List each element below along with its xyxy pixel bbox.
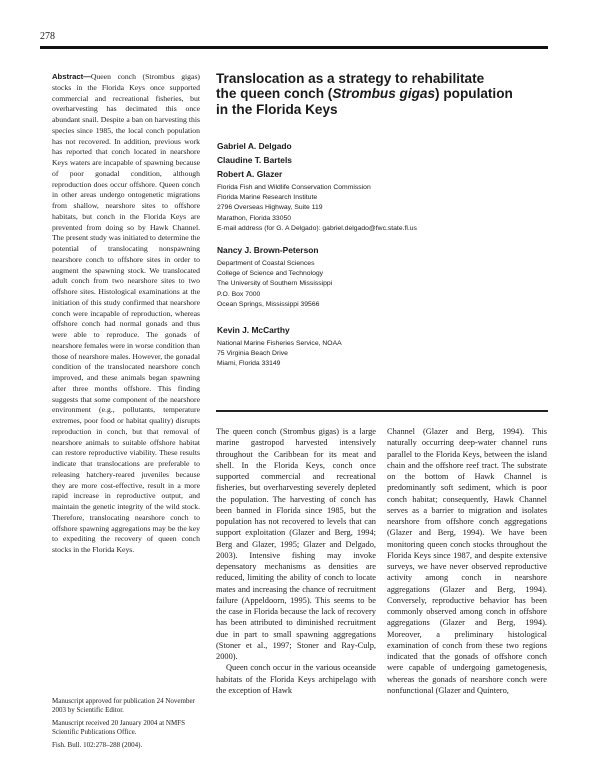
manuscript-received: Manuscript received 20 January 2004 at NMFS Scientific Publications Office. [52, 718, 185, 737]
author-name: Kevin J. McCarthy [217, 325, 290, 335]
author-name: Nancy J. Brown-Peterson [217, 245, 319, 255]
author-email: E-mail address (for G. A Delgado): gabriel.delgado@fwc.state.fl.us [217, 224, 417, 232]
body-column-left [216, 426, 376, 696]
citation: Fish. Bull. 102:278–288 (2004). [52, 740, 143, 749]
manuscript-approved: Manuscript approved for publication 24 November 2003 by Scientific Editor. [52, 697, 195, 715]
author-name: Gabriel A. Delgado [217, 141, 292, 151]
title-line-3: in the Florida Keys [216, 101, 338, 117]
article-title [216, 71, 516, 117]
top-rule [40, 46, 548, 49]
title-line-2: the queen conch (Strombus gigas) population [216, 86, 513, 102]
body-column-right [387, 426, 547, 696]
abstract [52, 72, 200, 556]
abstract-text: Queen conch (Strombus gigas) stocks in the Florida Keys once supported commercial and recreational fisheries, but overharvesting has decimated this once abundant snail. Despite a ban on harvesting this species since 1985, the local conch population has not recovered. In addition, previous work has reported that conch located in nearshore Keys waters are incapable of spawning because of poor gonadal condition, although reproduction does occur offshore. Queen conch in other areas undergo ontogenetic migrations from shallow, nearshore sites to offshore habitats, but conch in the Florida Keys are prevented from doing so by Hawk Channel. The present study was initiated to determine the potential of translocating nonspawning nearshore conch to offshore sites in order to augment the spawning stock. We translocated adult conch from two nearshore sites to two offshore sites. Histological examinations at the initiation of this study confirmed that nearshore conch were incapable of reproduction, whereas offshore conch had normal gonads and thus were able to reproduce. The gonads of nearshore females were in worse condition than those of nearshore males. However, the gonadal condition of the translocated nearshore conch improved, and these animals began spawning after three months offshore. This finding suggests that some component of the nearshore environment (e.g., pollutants, temperature extremes, poor food or habitat quality) disrupts reproduction in conch, but that removal of nearshore animals to suitable offshore habitat can restore reproductive viability. These results indicate that translocations are preferable to releasing hatchery-reared juveniles because they are more cost-effective, result in a more rapid increase in reproductive output, and maintain the genetic integrity of the wild stock. Therefore, translocating nearshore conch to offshore spawning aggregations may be the key to expediting the recovery of queen conch stocks in the Florida Keys. [52, 72, 200, 554]
body-paragraph: Channel (Glazer and Berg, 1994). This naturally occurring deep-water channel runs parallel to the Florida Keys, between the island chain and the offshore reef tract. The substrate on the bottom of Hawk Channel is predominantly soft sediment, which is poor conch habitat; consequently, Hawk Channel serves as a barrier to migration and isolates nearshore from offshore conch aggregations (Glazer and Berg, 1994). We have been monitoring queen conch stocks throughout the Florida Keys since 1987, and despite extensive surveys, we have never observed reproductive activity among conch in nearshore aggregations (Glazer and Berg, 1994). Conversely, reproductive behavior has been commonly observed among conch in offshore aggregations (Glazer and Berg, 1994). Moreover, a preliminary histological examination of conch from these two regions indicated that the gonads of offshore conch were capable of undergoing gametogenesis, whereas the gonads of nearshore conch were nonfunctional (Glazer and Quintero, [387, 427, 547, 695]
affiliation: Department of Coastal Sciences College of Science and Technology The University of Southern Mississippi P.O. Box 7000 Ocean Springs, Mississippi 39566 [217, 260, 333, 308]
body-paragraph: Queen conch occur in the various oceanside habitats of the Florida Keys archipelago with the exception of Hawk [216, 663, 376, 695]
author-name: Claudine T. Bartels [217, 155, 292, 165]
author-name: Robert A. Glazer [217, 169, 283, 179]
affiliation: Florida Fish and Wildlife Conservation Commission Florida Marine Research Institute 2796 Overseas Highway, Suite 119 Marathon, Florida 33050 E-mail address (for G. A Delgado): gabriel.delgado@fwc.state.fl.us [217, 183, 417, 234]
manuscript-info [52, 697, 202, 750]
abstract-lead: Abstract— [52, 72, 91, 81]
affiliation: National Marine Fisheries Service, NOAA 75 Virginia Beach Drive Miami, Florida 33149 [217, 340, 342, 368]
title-line-1: Translocation as a strategy to rehabilitate [216, 71, 485, 86]
body-paragraph: The queen conch (Strombus gigas) is a large marine gastropod harvested intensively throughout the Caribbean for its meat and shell. In the Florida Keys, conch once supported commercial and recreational fisheries, but overharvesting severely depleted the population. The harvesting of conch has been banned in Florida since 1985, but the population has not recovered to levels that can support exploitation (Glazer and Berg, 1994; Berg and Glazer, 1995; Glazer and Delgado, 2003). Intensive fishing may invoke depensatory mechanisms as densities are reduced, limiting the ability of conch to locate mates and increasing the chance of recruitment failure (Appeldoorn, 1995). This seems to be the case in Florida because the lack of recovery has been attributed to diminished recruitment due in part to small spawning aggregations (Stoner et al., 1997; Stoner and Ray-Culp, 2000). [216, 427, 376, 661]
title-species: Strombus gigas [332, 86, 436, 102]
page-number: 278 [40, 31, 55, 42]
section-rule [216, 410, 548, 412]
